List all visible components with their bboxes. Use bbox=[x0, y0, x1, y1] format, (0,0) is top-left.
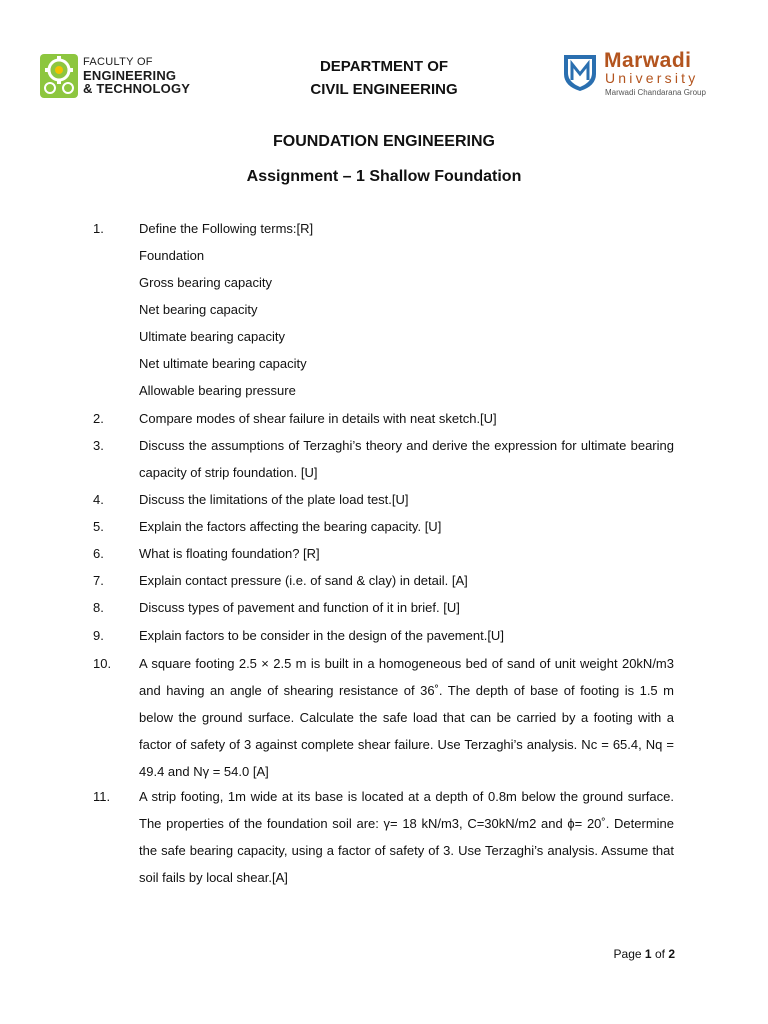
question-number: 4. bbox=[93, 492, 104, 507]
term-item: Net bearing capacity bbox=[139, 302, 258, 317]
term-item: Gross bearing capacity bbox=[139, 275, 272, 290]
question-text: A square footing 2.5 × 2.5 m is built in a homogeneous bed of sand of unit weight 20kN/m3 and having an angle of shearing resistance of 36˚. The depth of base of footing is 1.5 m below the ground surface. Calculate the safe load that can be carried by a footing with a factor of safety of 3 against complete shear failure. Use Terzaghi’s analysis. Nc = 65.4, Nq = 49.4 and Nγ = 54.0 [A] bbox=[139, 656, 674, 779]
term-item: Net ultimate bearing capacity bbox=[139, 356, 307, 371]
question-number: 5. bbox=[93, 519, 104, 534]
question-number: 3. bbox=[93, 438, 104, 453]
shield-icon bbox=[562, 52, 598, 92]
faculty-logo-line2: ENGINEERING bbox=[83, 68, 177, 83]
page-word: Page bbox=[613, 947, 642, 961]
current-page: 1 bbox=[644, 947, 652, 961]
question-text: What is floating foundation? [R] bbox=[139, 546, 320, 561]
question-text: Discuss types of pavement and function of it in brief. [U] bbox=[139, 600, 460, 615]
question-text: Explain factors to be consider in the design of the pavement.[U] bbox=[139, 628, 504, 643]
question-number: 1. bbox=[93, 221, 104, 236]
question-text: Explain the factors affecting the bearing capacity. [U] bbox=[139, 519, 442, 534]
total-pages: 2 bbox=[668, 947, 675, 961]
subject-title: FOUNDATION ENGINEERING bbox=[273, 133, 495, 150]
faculty-logo-line3: & TECHNOLOGY bbox=[83, 81, 191, 96]
question-number: 2. bbox=[93, 411, 104, 426]
question-text: Compare modes of shear failure in details with neat sketch.[U] bbox=[139, 411, 497, 426]
department-line2: CIVIL ENGINEERING bbox=[310, 81, 458, 98]
university-subtitle: University bbox=[605, 70, 699, 86]
question-text: Define the Following terms:[R] bbox=[139, 221, 314, 236]
question-text: Discuss the limitations of the plate load test.[U] bbox=[139, 492, 409, 507]
question-number: 9. bbox=[93, 628, 104, 643]
question-number: 11. bbox=[93, 789, 111, 804]
question-text: Discuss the assumptions of Terzaghi’s theory and derive the expression for ultimate bearing capacity of strip foundation. [U] bbox=[139, 438, 674, 480]
question-number: 7. bbox=[93, 573, 104, 588]
question-number: 8. bbox=[93, 600, 104, 615]
university-name: Marwadi bbox=[604, 49, 692, 72]
university-group: Marwadi Chandarana Group bbox=[605, 88, 706, 97]
assignment-title: Assignment – 1 Shallow Foundation bbox=[246, 168, 522, 185]
question-number: 6. bbox=[93, 546, 104, 561]
question-number: 10. bbox=[93, 656, 112, 671]
department-line1: DEPARTMENT OF bbox=[319, 58, 449, 75]
page-number bbox=[614, 947, 675, 961]
university-logo bbox=[562, 49, 732, 100]
question-text: A strip footing, 1m wide at its base is located at a depth of 0.8m below the ground surface. The properties of the foundation soil are: γ= 18 kN/m3, C=30kN/m2 and ϕ= 20˚. Determine the safe bearing capacity, using a factor of safety of 3. Use Terzaghi’s analysis. Assume that soil fails by local shear.[A] bbox=[139, 789, 674, 885]
question-text: Explain contact pressure (i.e. of sand & clay) in detail. [A] bbox=[139, 573, 468, 588]
term-item: Ultimate bearing capacity bbox=[139, 329, 285, 344]
term-item: Allowable bearing pressure bbox=[139, 383, 296, 398]
of-word: of bbox=[654, 947, 665, 961]
term-item: Foundation bbox=[139, 248, 205, 263]
faculty-logo-line1: FACULTY OF bbox=[83, 56, 153, 68]
